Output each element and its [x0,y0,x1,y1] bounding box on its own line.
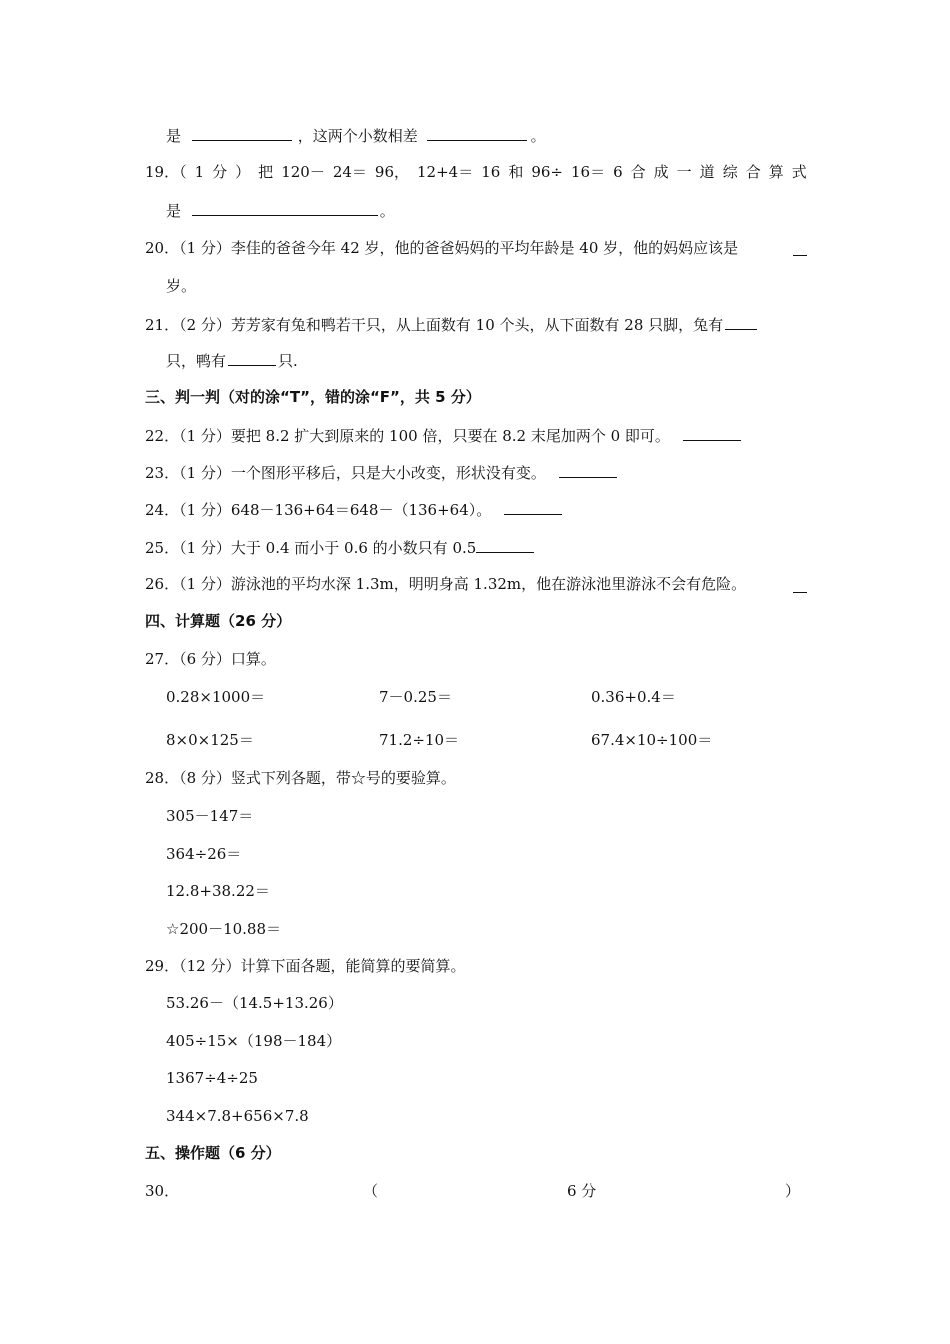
q24-answer-blank[interactable] [504,499,562,515]
q19-token: 120－ [281,163,325,181]
section-4-heading [145,611,291,631]
q19-token: 96÷ [531,163,563,181]
q28-text: 28．（8 分）竖式下列各题，带☆号的要验算。 [145,769,456,787]
q27-expr: 0.36+0.4＝ [591,688,676,706]
q21-text: 21．（2 分）芳芳家有兔和鸭若干只，从上面数有 10 个头，从下面数有 28 只脚，兔有 [145,316,724,334]
q19-line2 [166,200,395,221]
q21-rabbit-blank[interactable] [725,314,757,330]
q19-answer-blank[interactable] [192,200,378,216]
section-4-title: 四、计算题（26 分） [145,612,292,630]
q19-token: 24＝ [332,163,367,181]
q19-token: 6 [613,163,623,181]
q19-line1 [145,162,807,182]
q19-token: 算 [768,163,784,181]
q19-token: 16＝ [570,163,606,181]
q26-answer-blank[interactable] [793,577,807,593]
q19-token: 合 [745,163,761,181]
q28-expr: 305－147＝ [166,807,254,825]
q29-item [166,1106,309,1126]
q27-item [591,687,676,707]
q22 [145,425,741,446]
q19-token: 16 [481,163,501,181]
q18-tail [166,125,546,146]
section-5-title: 五、操作题（6 分） [145,1144,281,1162]
section-5-heading [145,1143,281,1163]
q24 [145,499,562,520]
q19-token: 把 [258,163,274,181]
section-3-title: 三、判一判（对的涂“T”，错的涂“F”，共 5 分） [145,388,481,406]
q25 [145,537,534,558]
q29-item [166,1068,258,1088]
q25-answer-blank[interactable] [476,537,534,553]
q18-text-1: 是 [166,127,182,145]
q20-line2 [166,276,196,296]
q26-text: 26．（1 分）游泳池的平均水深 1.3m，明明身高 1.32m，他在游泳池里游泳不会有危险。 [145,575,747,593]
q28-item [166,881,270,901]
q19-token: 96， [374,163,410,181]
q21-line1 [145,314,757,335]
q28-expr: ☆200－10.88＝ [166,920,282,938]
q22-text: 22．（1 分）要把 8.2 扩大到原来的 100 倍，只要在 8.2 末尾加两个 0 即可。 [145,427,670,445]
q29-item [166,1031,341,1051]
q23 [145,462,617,483]
q19-text-suffix: 。 [379,202,395,220]
q29-expr: 1367÷4÷25 [166,1069,258,1087]
q19-token: 综 [722,163,738,181]
q23-text: 23．（1 分）一个图形平移后，只是大小改变，形状没有变。 [145,464,546,482]
q28-item [166,844,241,864]
q19-token: 合 [630,163,646,181]
q26 [145,574,746,594]
q29-item [166,993,343,1013]
section-3-heading [145,387,481,407]
q19-token: 道 [699,163,715,181]
q21-duck-blank[interactable] [228,350,276,366]
q20-text: 20．（1 分）李佳的爸爸今年 42 岁，他的爸爸妈妈的平均年龄是 40 岁，他的妈妈应该是 [145,239,739,257]
q28-expr: 364÷26＝ [166,845,242,863]
q19-token: 和 [508,163,524,181]
q27-item [379,687,452,707]
q27-item [591,730,712,750]
q27-expr: 67.4×10÷100＝ [591,731,713,749]
q27-text: 27．（6 分）口算。 [145,650,276,668]
q30-score: 6 分 [567,1182,597,1200]
q29-title [145,956,465,976]
q30-paren-close: ） [785,1182,801,1200]
q19-token: 成 [653,163,669,181]
q27-item [166,730,254,750]
q27-expr: 7－0.25＝ [379,688,452,706]
q29-expr: 53.26－（14.5+13.26） [166,994,343,1012]
q29-expr: 405÷15×（198－184） [166,1032,342,1050]
q27-expr: 71.2÷10＝ [379,731,460,749]
q20-text-2: 岁。 [166,277,197,295]
q19-token: ） [235,163,251,181]
q18-blank-2[interactable] [427,125,527,141]
q18-text-3: 。 [530,127,546,145]
q27-expr: 0.28×1000＝ [166,688,266,706]
q30-line [145,1181,805,1201]
q30-paren-open: （ [363,1182,379,1200]
q19-token: 12+4＝ [417,163,474,181]
q20-line1 [145,238,738,258]
q27-expr: 8×0×125＝ [166,731,254,749]
q24-text: 24．（1 分）648－136+64＝648－（136+64）。 [145,501,492,519]
q19-token: 一 [676,163,692,181]
q22-answer-blank[interactable] [683,425,741,441]
q25-text: 25．（1 分）大于 0.4 而小于 0.6 的小数只有 0.5 [145,539,477,557]
q21-text-3: 只. [278,352,298,370]
q19-token: 式 [791,163,807,181]
q23-answer-blank[interactable] [559,462,617,478]
q18-text-2: ，这两个小数相差 [297,127,418,145]
q27-title [145,649,276,669]
q30-number: 30． [145,1182,180,1200]
q28-item [166,919,281,939]
q19-token: 分 [212,163,228,181]
q20-answer-blank[interactable] [793,240,807,256]
q27-item [166,687,265,707]
q19-token: 1 [194,163,205,181]
q27-item [379,730,459,750]
q18-blank-1[interactable] [192,125,292,141]
q28-item [166,806,253,826]
q19-text-prefix: 是 [166,202,182,220]
q21-line2 [166,350,298,371]
q28-expr: 12.8+38.22＝ [166,882,270,900]
q28-title [145,768,456,788]
q21-text-2: 只，鸭有 [166,352,227,370]
q19-token: 19．（ [145,163,187,181]
q29-text: 29．（12 分）计算下面各题，能简算的要简算。 [145,957,466,975]
q29-expr: 344×7.8+656×7.8 [166,1107,309,1125]
